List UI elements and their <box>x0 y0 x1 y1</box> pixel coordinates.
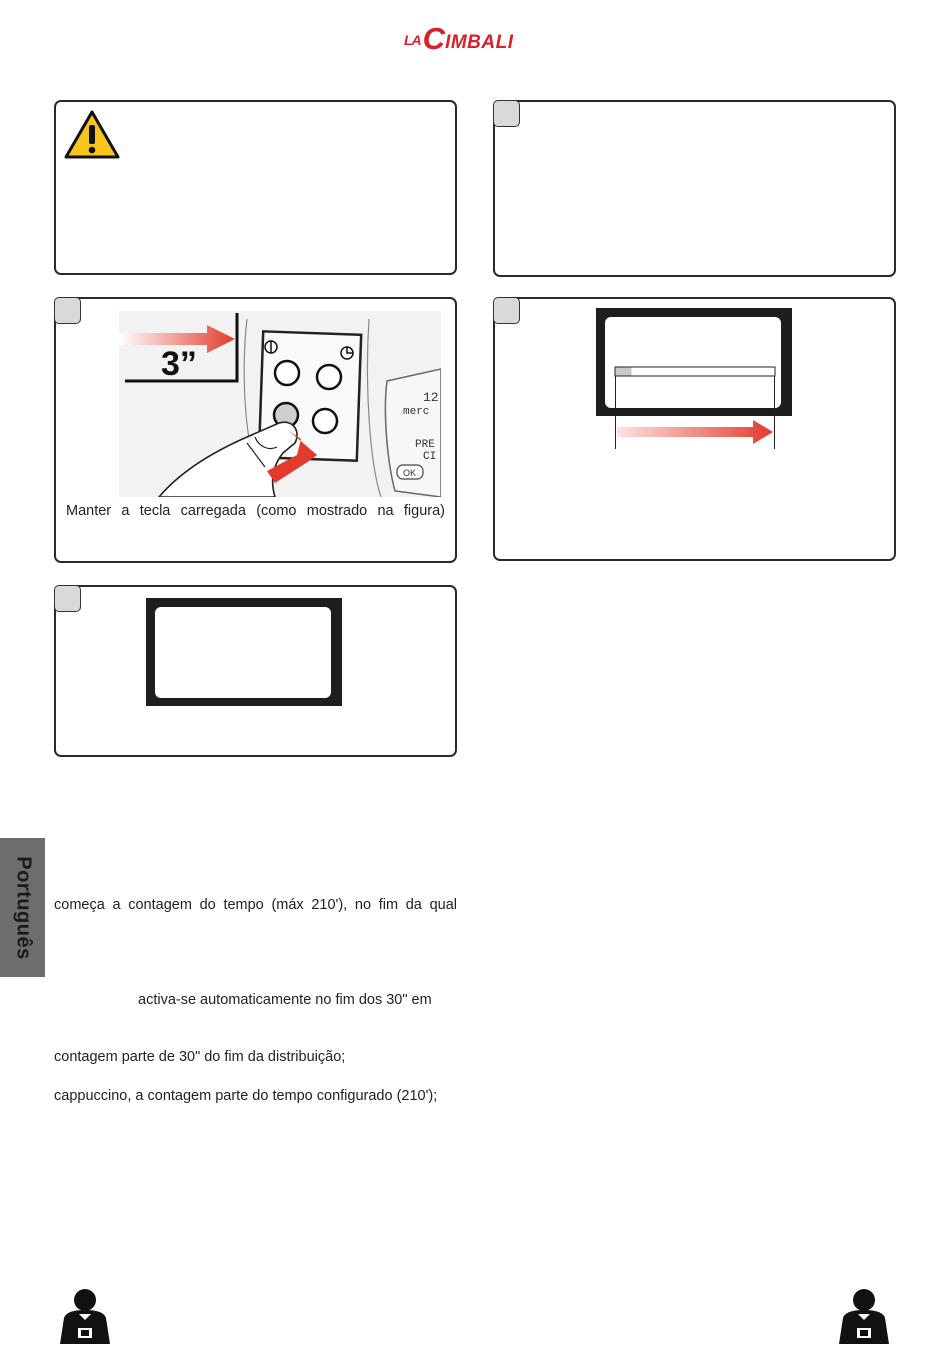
warning-triangle-icon <box>64 110 120 160</box>
step-4-box <box>54 585 457 757</box>
hold-time-label: 3” <box>161 345 197 383</box>
step-1-box <box>493 100 896 277</box>
brand-logo <box>404 22 546 54</box>
display-text-pre: PRE <box>415 439 435 451</box>
step-number-badge <box>493 100 520 127</box>
language-tab-label: Português <box>12 855 34 960</box>
keypad-press-illustration <box>119 311 441 497</box>
step-number-badge <box>54 297 81 324</box>
display-text-merc: merc <box>403 406 430 418</box>
display-text-ci: CI <box>423 451 437 463</box>
body-text-line: cappuccino, a contagem parte do tempo configurado (210'); <box>54 1088 438 1104</box>
user-operator-icon <box>54 1288 116 1344</box>
language-tab <box>0 838 45 977</box>
step-2-caption: Manter a tecla carregada (como mostrado na figura) <box>66 503 445 519</box>
display-text-ok: OK <box>403 468 417 478</box>
warning-box <box>54 100 457 275</box>
user-operator-icon <box>833 1288 895 1344</box>
body-text-line: começa a contagem do tempo (máx 210'), no fim da qual <box>54 897 457 913</box>
lcd-display-frame <box>146 598 342 706</box>
progress-bar-diagram <box>603 359 783 451</box>
logo-la: LA <box>404 32 421 48</box>
lcd-display-screen <box>155 607 331 698</box>
logo-rest: IMBALI <box>445 32 514 53</box>
body-text-line: activa-se automaticamente no fim dos 30" em <box>138 992 432 1008</box>
logo-c: C <box>422 21 446 56</box>
step-number-badge <box>54 585 81 612</box>
display-text-12: 12 <box>423 390 439 405</box>
step-3-box <box>493 297 896 561</box>
step-number-badge <box>493 297 520 324</box>
step-2-box <box>54 297 457 563</box>
body-text-line: contagem parte de 30" do fim da distribuição; <box>54 1049 346 1065</box>
